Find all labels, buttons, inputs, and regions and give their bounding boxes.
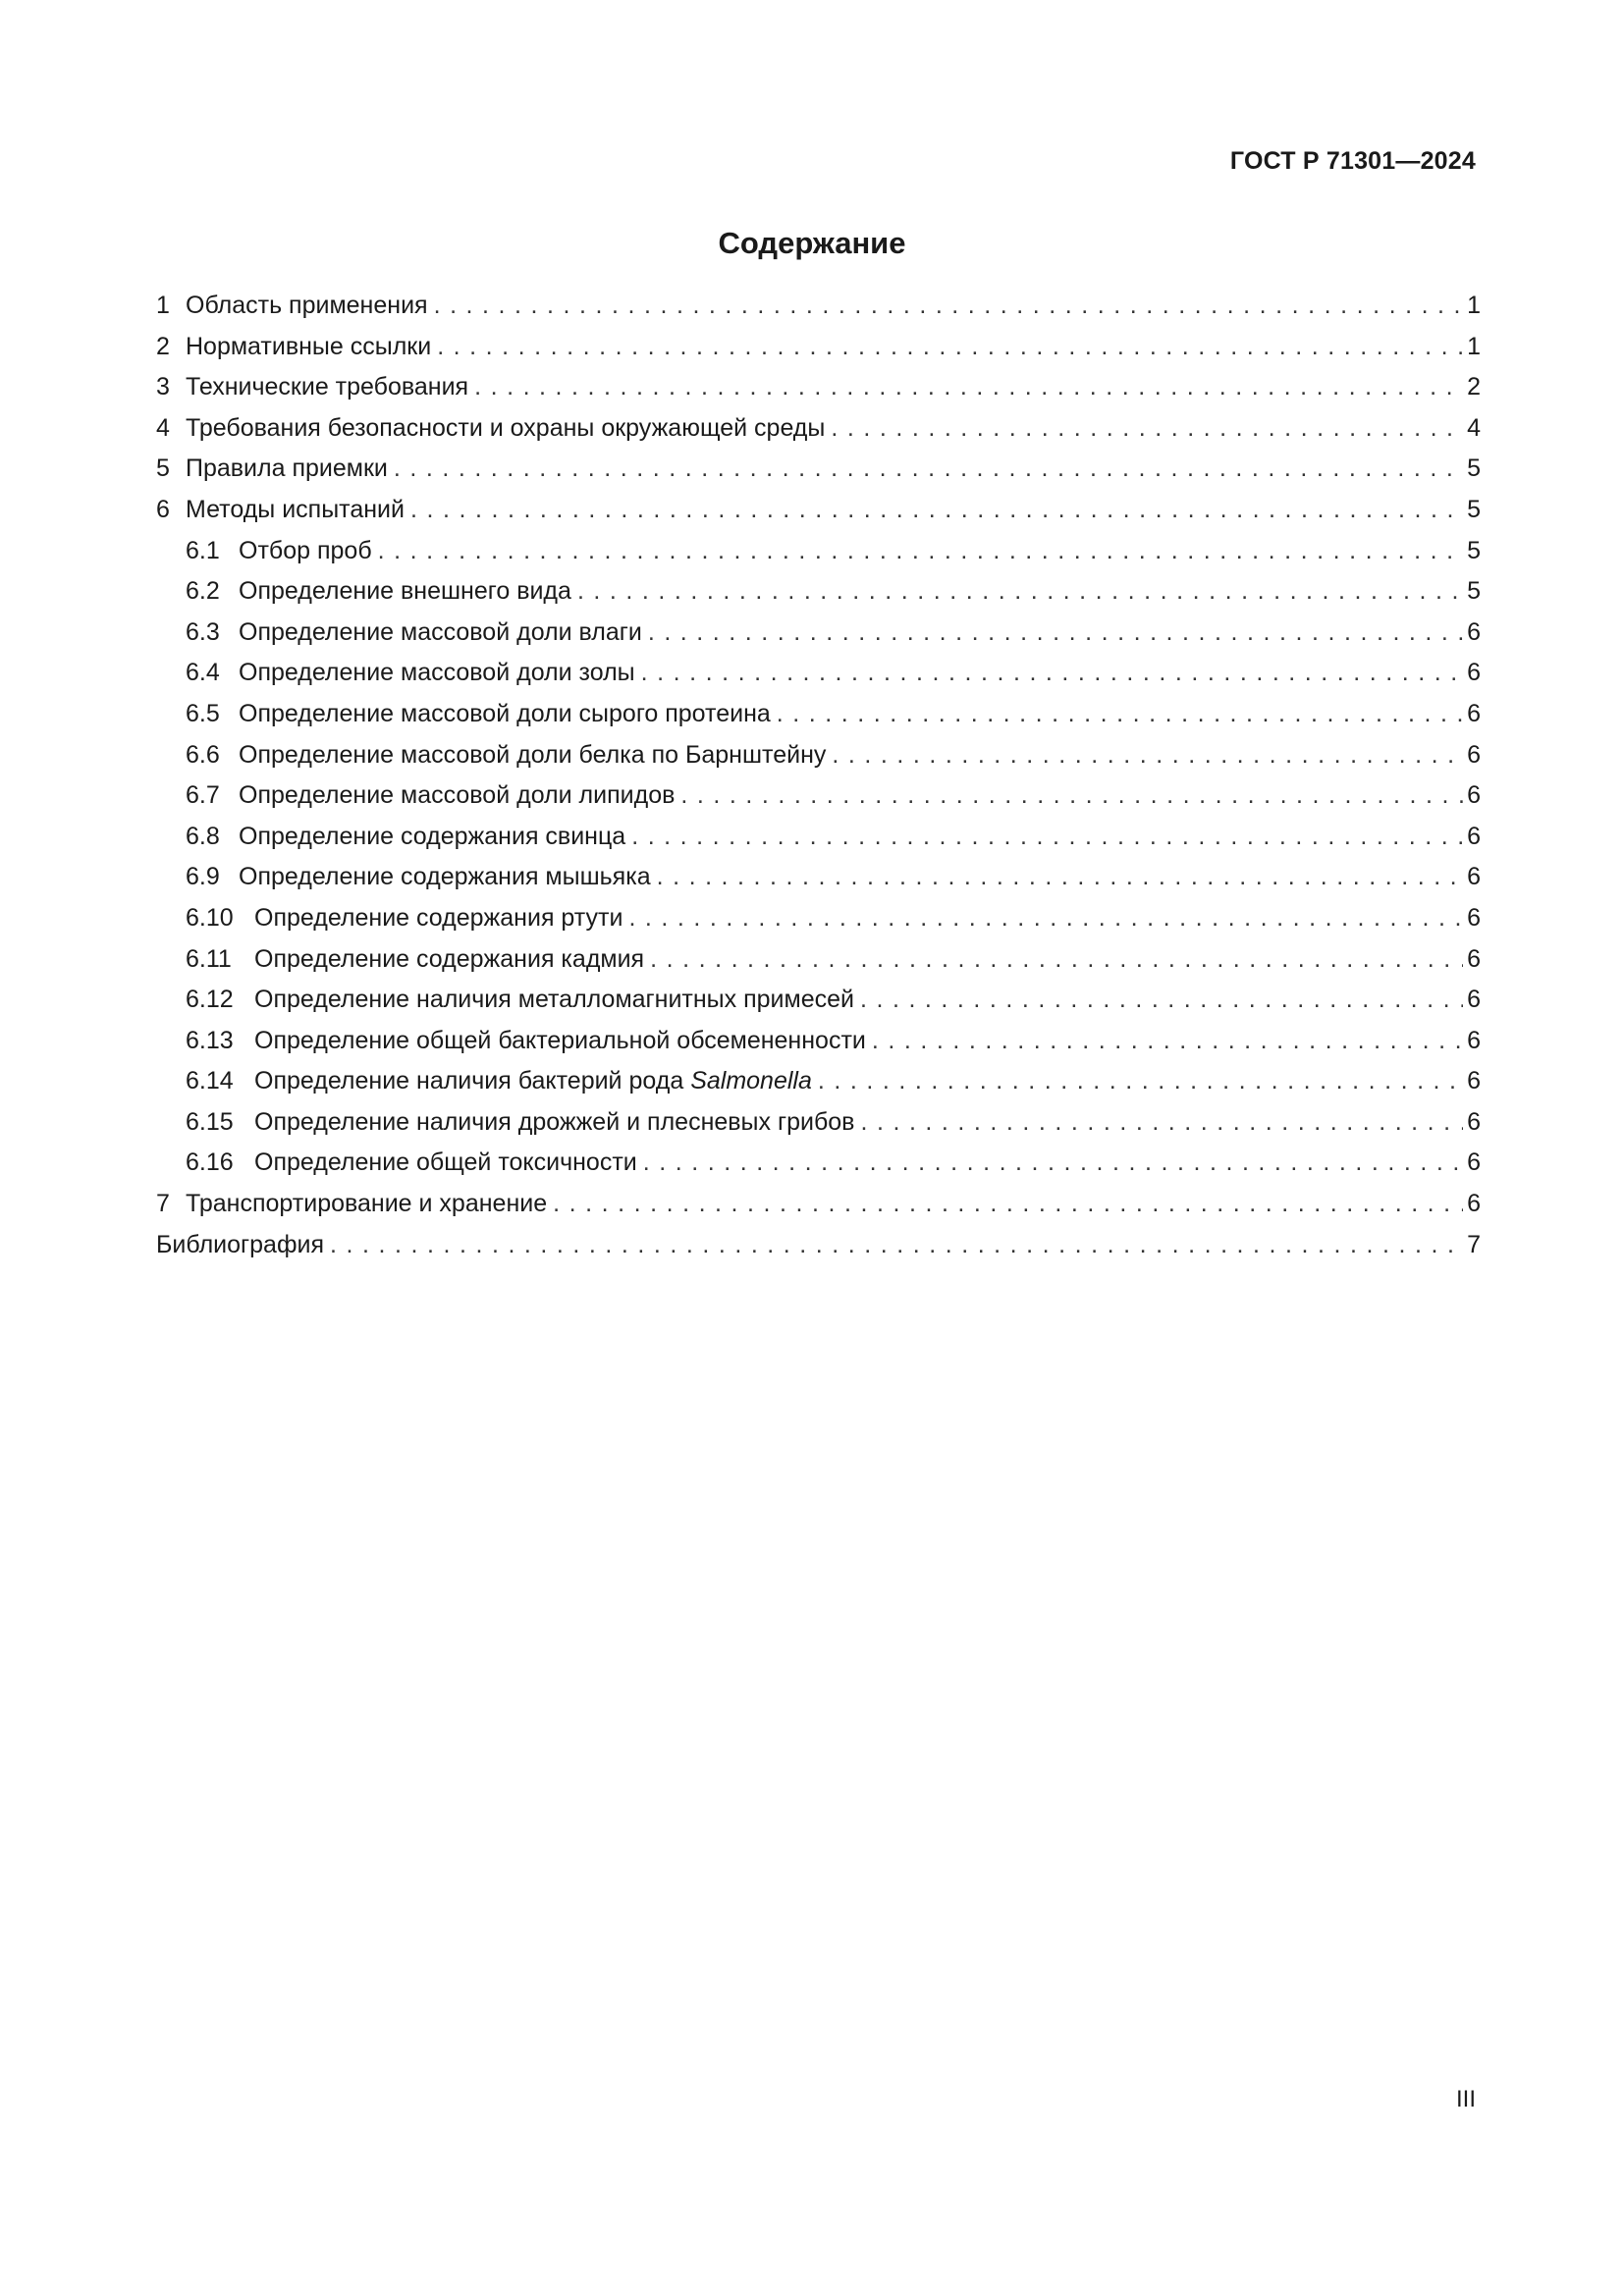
dot-leader — [641, 653, 1463, 694]
toc-subentry[interactable] — [156, 857, 1481, 898]
toc-entry-title: Определение содержания свинца — [239, 822, 626, 850]
toc-subentry[interactable] — [156, 939, 1481, 981]
toc-entry-title: Правила приемки — [186, 454, 388, 483]
toc-entry-title: Определение массовой доли сырого протеина — [239, 699, 771, 727]
toc-entry-title: Определение общей бактериальной обсемененности — [254, 1026, 866, 1054]
toc-entry-page: 6 — [1467, 986, 1481, 1014]
dot-leader — [378, 531, 1463, 572]
toc-entry-number: 6.8 — [186, 822, 220, 850]
toc-entry-number: 6.4 — [186, 659, 220, 687]
toc-entry-page: 6 — [1467, 944, 1481, 973]
dot-leader — [628, 898, 1463, 939]
toc-subentry[interactable] — [156, 571, 1481, 613]
toc-subentry[interactable] — [156, 735, 1481, 776]
dot-leader — [650, 939, 1463, 981]
toc-entry-title: Определение содержания ртути — [254, 903, 623, 932]
document-code: ГОСТ Р 71301—2024 — [1229, 147, 1476, 175]
table-of-contents — [156, 286, 1481, 1265]
toc-entry-title: Требования безопасности и охраны окружающей среды — [186, 413, 826, 442]
toc-entry-page: 5 — [1467, 577, 1481, 606]
toc-entry-page: 1 — [1467, 332, 1481, 360]
dot-leader — [777, 694, 1463, 735]
toc-subentry[interactable] — [156, 653, 1481, 694]
dot-leader — [648, 613, 1463, 654]
toc-entry[interactable] — [156, 327, 1481, 368]
dot-leader — [434, 286, 1463, 327]
toc-entry-number: 6.6 — [186, 740, 220, 769]
toc-entry-number: 6.2 — [186, 577, 220, 606]
dot-leader — [818, 1061, 1463, 1102]
toc-entry-number: 6 — [156, 495, 170, 523]
dot-leader — [437, 327, 1463, 368]
toc-entry-title: Определение наличия дрожжей и плесневых грибов — [254, 1107, 855, 1136]
toc-entry-title-italic: Salmonella — [690, 1067, 812, 1095]
dot-leader — [643, 1143, 1463, 1184]
toc-entry-title: Определение массовой доли липидов — [239, 781, 676, 810]
toc-entry-page: 7 — [1467, 1230, 1481, 1258]
toc-entry-title: Определение общей токсичности — [254, 1148, 637, 1177]
toc-entry[interactable] — [156, 1184, 1481, 1225]
toc-entry-page: 2 — [1467, 373, 1481, 401]
toc-entry-number: 1 — [156, 292, 170, 319]
toc-entry-title — [254, 1061, 812, 1102]
toc-entry-page: 4 — [1467, 413, 1481, 442]
toc-entry-page: 6 — [1467, 699, 1481, 727]
toc-subentry[interactable] — [156, 817, 1481, 858]
toc-subentry[interactable] — [156, 1061, 1481, 1102]
dot-leader — [860, 980, 1463, 1021]
toc-entry-number: 7 — [156, 1190, 170, 1218]
dot-leader — [474, 367, 1463, 408]
toc-entry-page: 6 — [1467, 617, 1481, 646]
dot-leader — [680, 775, 1463, 817]
toc-entry-page: 5 — [1467, 536, 1481, 564]
toc-entry-title: Определение массовой доли золы — [239, 659, 635, 687]
toc-entry-title: Определение массовой доли белка по Барнштейну — [239, 740, 827, 769]
toc-entry-title: Определение наличия металломагнитных примесей — [254, 986, 854, 1014]
toc-entry-title: Технические требования — [186, 373, 469, 401]
toc-entry-number: 6.15 — [186, 1107, 234, 1136]
toc-entry-title: Определение содержания кадмия — [254, 944, 645, 973]
toc-entry-page: 6 — [1467, 781, 1481, 810]
toc-entry-number: 6.13 — [186, 1026, 234, 1054]
toc-entry-page: 6 — [1467, 740, 1481, 769]
toc-entry-title: Транспортирование и хранение — [186, 1190, 548, 1218]
toc-entry[interactable] — [156, 490, 1481, 531]
dot-leader — [832, 735, 1463, 776]
toc-entry-title: Определение внешнего вида — [239, 577, 571, 606]
toc-entry-page: 6 — [1467, 1026, 1481, 1054]
toc-entry-title: Методы испытаний — [186, 495, 405, 523]
toc-entry-title: Отбор проб — [239, 536, 372, 564]
toc-entry-page: 6 — [1467, 903, 1481, 932]
toc-entry-title: Библиография — [156, 1230, 325, 1258]
dot-leader — [860, 1102, 1463, 1144]
toc-title: Содержание — [718, 226, 906, 260]
toc-entry-page: 6 — [1467, 863, 1481, 891]
toc-entry-page: 6 — [1467, 822, 1481, 850]
toc-subentry[interactable] — [156, 775, 1481, 817]
toc-entry-page: 6 — [1467, 1190, 1481, 1218]
toc-entry-page: 6 — [1467, 1148, 1481, 1177]
toc-entry-number: 6.12 — [186, 986, 234, 1014]
toc-subentry[interactable] — [156, 694, 1481, 735]
toc-entry-page: 6 — [1467, 1107, 1481, 1136]
toc-entry-title: Определение массовой доли влаги — [239, 617, 642, 646]
toc-subentry[interactable] — [156, 613, 1481, 654]
toc-entry[interactable] — [156, 286, 1481, 327]
toc-entry-number: 6.3 — [186, 617, 220, 646]
toc-entry-title: Область применения — [186, 292, 428, 319]
toc-entry-number: 2 — [156, 332, 170, 360]
toc-entry-page: 5 — [1467, 454, 1481, 483]
toc-entry-bibliography[interactable] — [156, 1225, 1481, 1266]
toc-entry-number: 6.7 — [186, 781, 220, 810]
toc-entry-title: Определение содержания мышьяка — [239, 863, 651, 891]
toc-entry-number: 6.11 — [186, 944, 232, 973]
toc-entry-title-plain: Определение наличия бактерий рода — [254, 1067, 684, 1095]
toc-subentry[interactable] — [156, 898, 1481, 939]
toc-subentry[interactable] — [156, 1143, 1481, 1184]
toc-subentry[interactable] — [156, 980, 1481, 1021]
dot-leader — [394, 449, 1463, 490]
toc-entry-page: 5 — [1467, 495, 1481, 523]
page-number: III — [1455, 2086, 1476, 2112]
dot-leader — [577, 571, 1463, 613]
toc-entry-page: 6 — [1467, 659, 1481, 687]
toc-entry[interactable] — [156, 367, 1481, 408]
toc-subentry[interactable] — [156, 531, 1481, 572]
toc-entry-number: 3 — [156, 373, 170, 401]
dot-leader — [831, 408, 1463, 450]
toc-entry-number: 6.16 — [186, 1148, 234, 1177]
dot-leader — [657, 857, 1463, 898]
dot-leader — [872, 1021, 1463, 1062]
toc-entry-page: 1 — [1467, 292, 1481, 319]
toc-subentry[interactable] — [156, 1102, 1481, 1144]
dot-leader — [553, 1184, 1463, 1225]
toc-entry-title: Нормативные ссылки — [186, 332, 432, 360]
dot-leader — [410, 490, 1463, 531]
toc-entry[interactable] — [156, 408, 1481, 450]
toc-entry[interactable] — [156, 449, 1481, 490]
toc-entry-number: 4 — [156, 413, 170, 442]
dot-leader — [330, 1225, 1463, 1266]
toc-entry-page: 6 — [1467, 1067, 1481, 1095]
toc-entry-number: 6.14 — [186, 1067, 234, 1095]
toc-entry-number: 6.9 — [186, 863, 220, 891]
dot-leader — [631, 817, 1463, 858]
toc-entry-number: 6.10 — [186, 903, 234, 932]
toc-entry-number: 6.1 — [186, 536, 220, 564]
toc-entry-number: 5 — [156, 454, 170, 483]
toc-entry-number: 6.5 — [186, 699, 220, 727]
toc-subentry[interactable] — [156, 1021, 1481, 1062]
